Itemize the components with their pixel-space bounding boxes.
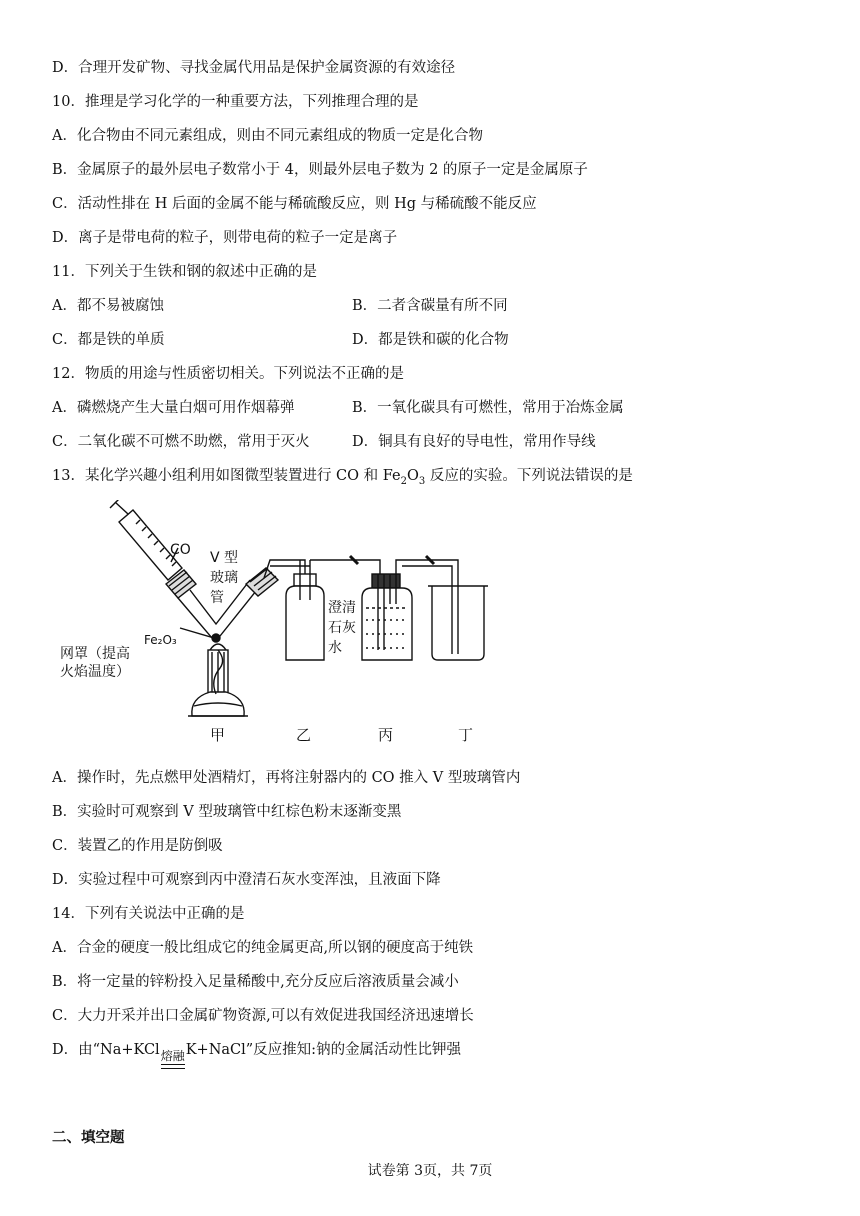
label-limewater-1: 澄清 xyxy=(328,600,356,616)
bottle-bing xyxy=(362,574,412,660)
q10-option-a: A．化合物由不同元素组成，则由不同元素组成的物质一定是化合物 xyxy=(52,128,483,144)
label-co: CO xyxy=(170,542,191,558)
label-net-1: 网罩（提高 xyxy=(60,646,130,662)
bottle-yi xyxy=(286,560,324,660)
label-bing: 丙 xyxy=(378,726,394,744)
q13-option-d: D．实验过程中可观察到丙中澄清石灰水变浑浊，且液面下降 xyxy=(52,872,441,888)
syringe-icon xyxy=(110,500,182,580)
page-footer: 试卷第 3页，共 7页 xyxy=(367,1163,493,1179)
equals-sign xyxy=(161,1064,185,1069)
q14d-text-post: K+NaCl”反应推知:钠的金属活动性比钾强 xyxy=(185,1042,462,1058)
q13-stem xyxy=(52,466,633,492)
q12-option-d: D．铜具有良好的导电性，常用作导线 xyxy=(352,434,596,450)
q10-option-b: B．金属原子的最外层电子数常小于 4，则最外层电子数为 2 的原子一定是金属原子 xyxy=(52,162,588,178)
reaction-condition xyxy=(160,1050,186,1069)
label-yi: 乙 xyxy=(296,726,312,744)
q14-option-b: B．将一定量的锌粉投入足量稀酸中,充分反应后溶液质量会减小 xyxy=(52,974,459,990)
label-v-tube-3: 管 xyxy=(210,590,224,606)
label-limewater-2: 石灰 xyxy=(328,620,356,636)
experiment-apparatus-diagram xyxy=(60,500,500,745)
q11-option-b: B．二者含碳量有所不同 xyxy=(352,298,508,314)
label-limewater-3: 水 xyxy=(328,640,342,656)
q13-subscript-3: 3 xyxy=(418,475,426,487)
q14-stem: 14．下列有关说法中正确的是 xyxy=(52,906,245,922)
q12-stem: 12．物质的用途与性质密切相关。下列说法不正确的是 xyxy=(52,366,404,382)
q13-stem-text: 13．某化学兴趣小组利用如图微型装置进行 CO 和 Fe xyxy=(52,468,401,484)
label-v-tube-2: 玻璃 xyxy=(210,570,238,586)
q11-option-d: D．都是铁和碳的化合物 xyxy=(352,332,509,348)
condition-label: 熔融 xyxy=(160,1049,185,1063)
q9-option-d: D．合理开发矿物、寻找金属代用品是保护金属资源的有效途径 xyxy=(52,60,456,76)
alcohol-lamp-icon xyxy=(188,644,248,716)
q13-oxygen: O xyxy=(406,468,419,484)
q13-option-c: C．装置乙的作用是防倒吸 xyxy=(52,838,223,854)
q12-option-a: A．磷燃烧产生大量白烟可用作烟幕弹 xyxy=(52,400,295,416)
q10-stem: 10．推理是学习化学的一种重要方法，下列推理合理的是 xyxy=(52,94,419,110)
connector-pipe-2 xyxy=(310,560,380,574)
q13-stem-tail: 反应的实验。下列说法错误的是 xyxy=(425,468,633,484)
label-v-tube-1: V 型 xyxy=(210,550,239,566)
q10-option-d: D．离子是带电荷的粒子，则带电荷的粒子一定是离子 xyxy=(52,230,398,246)
label-jia: 甲 xyxy=(210,726,226,744)
q13-option-b: B．实验时可观察到 V 型玻璃管中红棕色粉末逐渐变黑 xyxy=(52,804,402,820)
q11-option-a: A．都不易被腐蚀 xyxy=(52,298,164,314)
q14-option-d xyxy=(52,1040,461,1069)
q13-option-a: A．操作时，先点燃甲处酒精灯，再将注射器内的 CO 推入 V 型玻璃管内 xyxy=(52,770,521,786)
section-title: 二、填空题 xyxy=(52,1130,125,1146)
q12-option-b: B．一氧化碳具有可燃性，常用于冶炼金属 xyxy=(352,400,624,416)
q14-option-a: A．合金的硬度一般比组成它的纯金属更高,所以钢的硬度高于纯铁 xyxy=(52,940,474,956)
q11-stem: 11．下列关于生铁和钢的叙述中正确的是 xyxy=(52,264,317,280)
label-fe2o3: Fe₂O₃ xyxy=(144,633,177,647)
q11-option-c: C．都是铁的单质 xyxy=(52,332,165,348)
label-ding: 丁 xyxy=(458,726,474,744)
q12-option-c: C．二氧化碳不可燃不助燃，常用于灭火 xyxy=(52,434,310,450)
label-net-2: 火焰温度） xyxy=(60,664,130,680)
q10-option-c: C．活动性排在 H 后面的金属不能与稀硫酸反应，则 Hg 与稀硫酸不能反应 xyxy=(52,196,537,212)
q14-option-c: C．大力开采并出口金属矿物资源,可以有效促进我国经济迅速增长 xyxy=(52,1008,474,1024)
q13-subscript-2: 2 xyxy=(400,475,407,487)
q14d-text-pre: D．由“Na+KCl xyxy=(52,1042,160,1058)
